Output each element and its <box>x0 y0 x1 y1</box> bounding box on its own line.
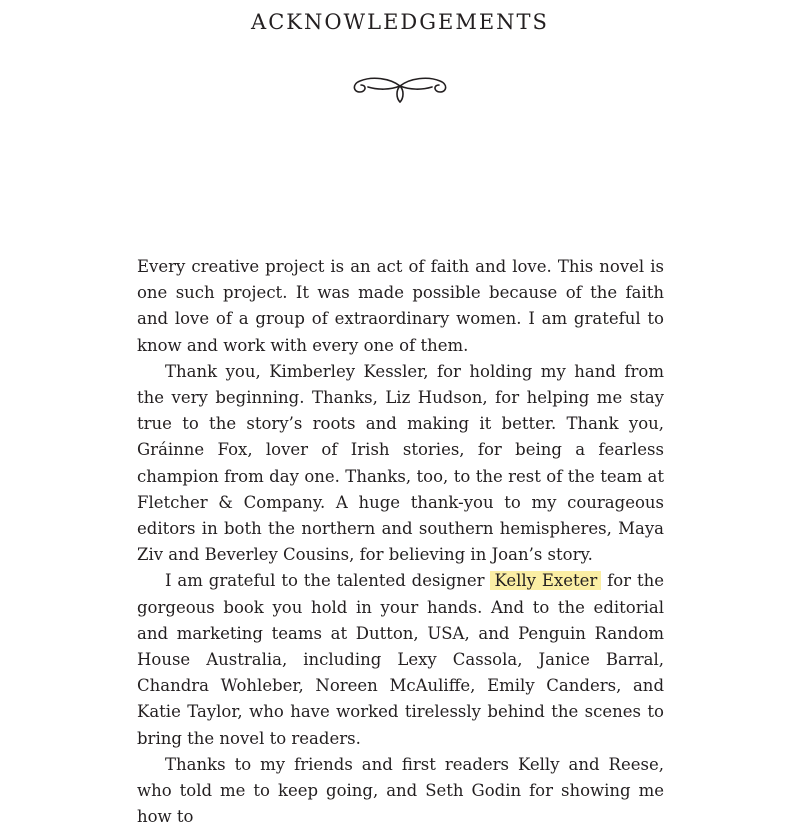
paragraph-3-start: I am grateful to the talented designer <box>165 571 491 591</box>
paragraph-4: Thanks to my friends and first readers Kelly and Reese, who told me to keep going, and Seth Godin for showing me how to <box>137 754 664 827</box>
acknowledgements-body <box>137 254 664 830</box>
page-title: ACKNOWLEDGEMENTS <box>251 10 549 34</box>
paragraph-3-end: for the gorgeous book you hold in your hands. And to the editorial and marketing teams at Dutton, USA, and Penguin Random House Australia, including Lexy Cassola, Janice Barral, Chandra Wohleber, Noreen McAuliffe, Emily Canders, and Katie Taylor, who have worked tirelessly behind the scenes to bring the novel to readers. <box>137 571 664 748</box>
flourish-ornament-icon <box>350 70 450 104</box>
paragraph-3 <box>137 568 664 751</box>
paragraph-2: Thank you, Kimberley Kessler, for holding my hand from the very beginning. Thanks, Liz Hudson, for helping me stay true to the story’s roots and making it better. Thank you, Gráinne Fox, lover of Irish stories, for being a fearless champion from day one. Thanks, too, to the rest of the team at Fletcher & Company. A huge thank-you to my courageous editors in both the northern and southern hemispheres, Maya Ziv and Beverley Cousins, for believing in Joan’s story. <box>137 361 664 565</box>
highlighted-name[interactable]: Kelly Exeter <box>490 571 601 590</box>
paragraph-1: Every creative project is an act of faith and love. This novel is one such project. It was made possible because of the faith and love of a group of extraordinary women. I am grateful to know and work with every one of them. <box>137 257 664 355</box>
